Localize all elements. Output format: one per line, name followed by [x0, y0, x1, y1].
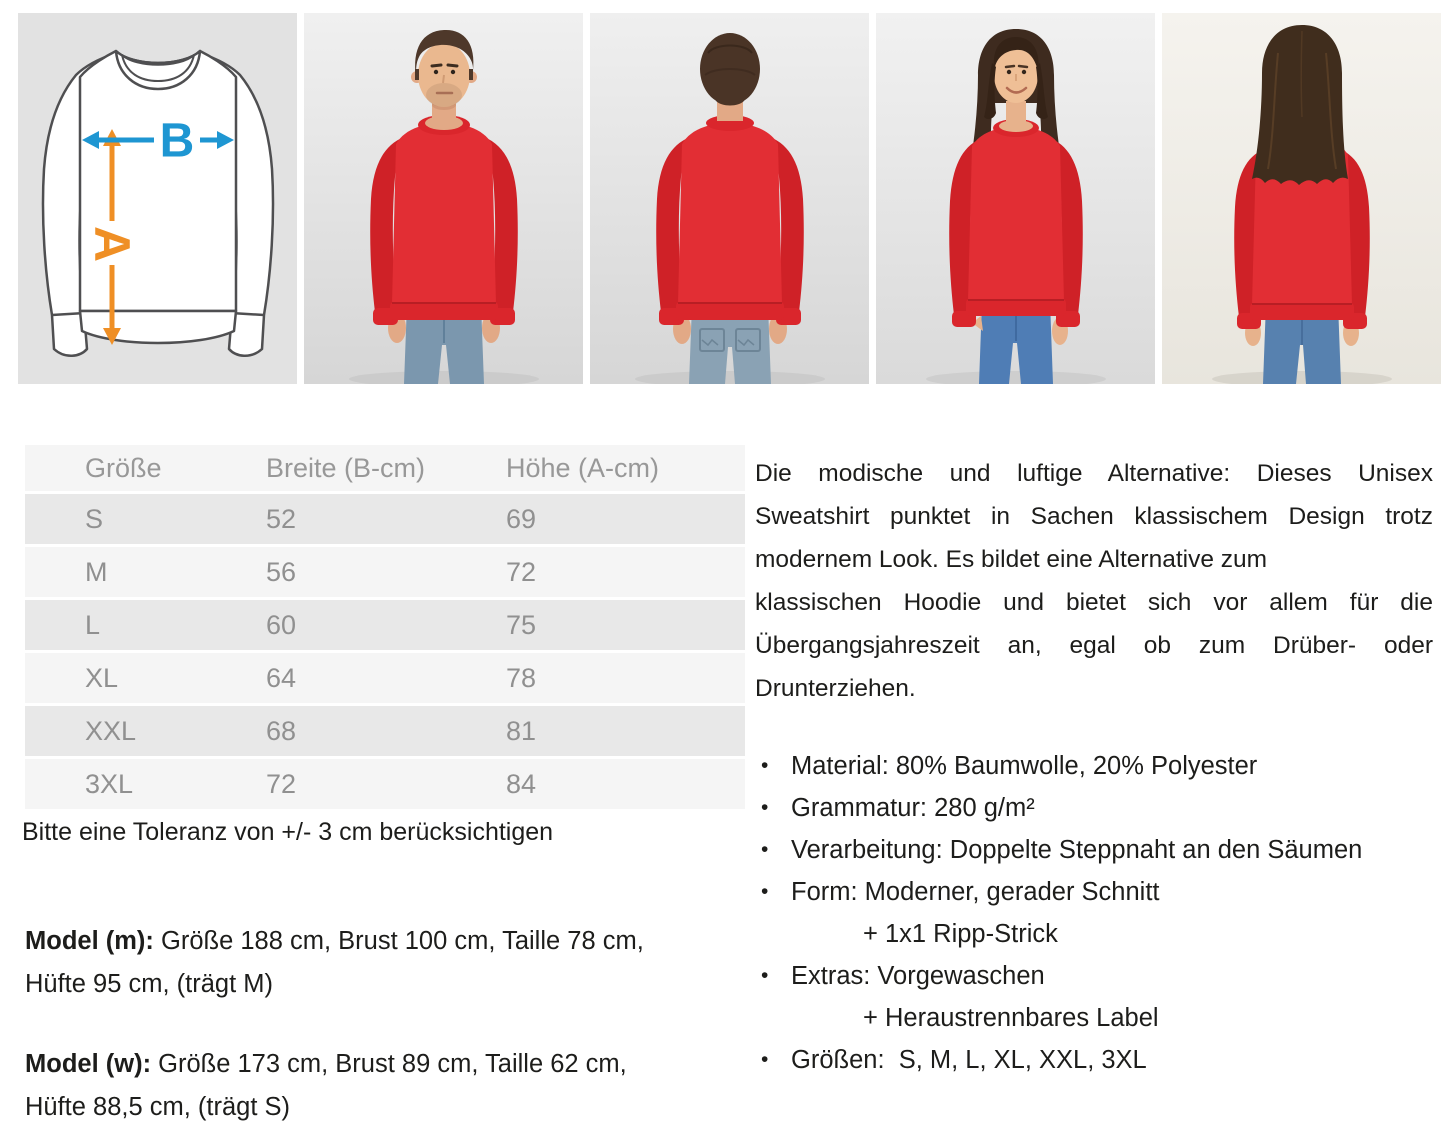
product-details-column [755, 452, 1433, 1081]
column-header: Breite (B-cm) [265, 445, 505, 494]
feature-list [755, 745, 1433, 1081]
feature-item [755, 955, 1433, 997]
female-hair-back-view [1252, 25, 1348, 185]
bullet-icon: • [761, 754, 769, 777]
size-table-header-row [25, 445, 745, 494]
table-row [25, 653, 745, 706]
model-info-female [25, 1043, 730, 1129]
bullet-icon: • [761, 796, 769, 819]
table-cell: 56 [265, 547, 505, 600]
table-cell: 81 [505, 706, 745, 759]
feature-text: Material: 80% Baumwolle, 20% Polyester [791, 752, 1258, 780]
product-photo-male-front[interactable] [304, 13, 583, 384]
feature-text: Größen: S, M, L, XL, XXL, 3XL [791, 1046, 1147, 1074]
table-cell: S [25, 494, 265, 547]
model-info-male [25, 920, 730, 1006]
column-header: Höhe (A-cm) [505, 445, 745, 494]
table-row [25, 600, 745, 653]
red-sweatshirt [370, 115, 518, 325]
feature-item [755, 871, 1433, 913]
sweatshirt-outline [43, 51, 273, 356]
product-gallery [18, 13, 1441, 384]
description-line: Die modische und luftige Alternative: Dieses Unisex [755, 460, 1433, 487]
description-line: klassischen Hoodie und bietet sich vor allem für die [755, 589, 1433, 616]
model-label: Model (m): [25, 927, 154, 955]
table-row [25, 547, 745, 600]
red-sweatshirt-back [656, 115, 804, 325]
table-cell: 72 [505, 547, 745, 600]
description-line: Übergangsjahreszeit an, egal ob zum Drüber- oder [755, 632, 1433, 659]
model-line [25, 920, 730, 963]
model-line: Hüfte 88,5 cm, (trägt S) [25, 1093, 291, 1121]
feature-text: Verarbeitung: Doppelte Steppnaht an den Säumen [791, 836, 1363, 864]
table-cell: 64 [265, 653, 505, 706]
model-line: Hüfte 95 cm, (trägt M) [25, 970, 273, 998]
table-cell: XL [25, 653, 265, 706]
description-line: Drunterziehen. [755, 675, 916, 702]
product-photo-female-back[interactable] [1162, 13, 1441, 384]
table-cell: M [25, 547, 265, 600]
model-line [25, 1043, 730, 1086]
tolerance-note: Bitte eine Toleranz von +/- 3 cm berücksichtigen [22, 818, 554, 846]
bullet-icon: • [761, 1048, 769, 1071]
product-photo-female-front[interactable] [876, 13, 1155, 384]
table-cell: 84 [505, 759, 745, 812]
product-description [755, 452, 1433, 710]
table-cell: 68 [265, 706, 505, 759]
size-diagram-image[interactable] [18, 13, 297, 384]
model-measurements: Größe 173 cm, Brust 89 cm, Taille 62 cm, [151, 1050, 627, 1078]
table-cell: 60 [265, 600, 505, 653]
red-sweatshirt-female [949, 119, 1083, 327]
size-table [25, 445, 745, 812]
feature-text: Extras: Vorgewaschen [791, 962, 1045, 990]
table-cell: 78 [505, 653, 745, 706]
table-cell: 75 [505, 600, 745, 653]
product-photo-male-back[interactable] [590, 13, 869, 384]
table-cell: L [25, 600, 265, 653]
model-label: Model (w): [25, 1050, 152, 1078]
feature-sub-line: + Heraustrennbares Label [863, 1004, 1159, 1032]
column-header: Größe [25, 445, 265, 494]
bullet-icon: • [761, 838, 769, 861]
table-cell: XXL [25, 706, 265, 759]
height-label: A [84, 225, 140, 263]
table-row [25, 494, 745, 547]
feature-text: Form: Moderner, gerader Schnitt [791, 878, 1160, 906]
feature-text: Grammatur: 280 g/m² [791, 794, 1035, 822]
feature-item [755, 745, 1433, 787]
bullet-icon: • [761, 880, 769, 903]
description-line: modernem Look. Es bildet eine Alternative zum [755, 546, 1268, 573]
table-cell: 69 [505, 494, 745, 547]
description-line: Sweatshirt punktet in Sachen klassischem Design trotz [755, 503, 1433, 530]
table-cell: 72 [265, 759, 505, 812]
model-measurements: Größe 188 cm, Brust 100 cm, Taille 78 cm, [153, 927, 644, 955]
feature-sub-line: + 1x1 Ripp-Strick [863, 920, 1058, 948]
bullet-icon: • [761, 964, 769, 987]
width-label: B [159, 114, 195, 168]
feature-item [755, 829, 1433, 871]
table-cell: 3XL [25, 759, 265, 812]
feature-item [755, 787, 1433, 829]
table-cell: 52 [265, 494, 505, 547]
feature-item [755, 1039, 1433, 1081]
size-table-body [25, 494, 745, 812]
table-row [25, 706, 745, 759]
table-row [25, 759, 745, 812]
